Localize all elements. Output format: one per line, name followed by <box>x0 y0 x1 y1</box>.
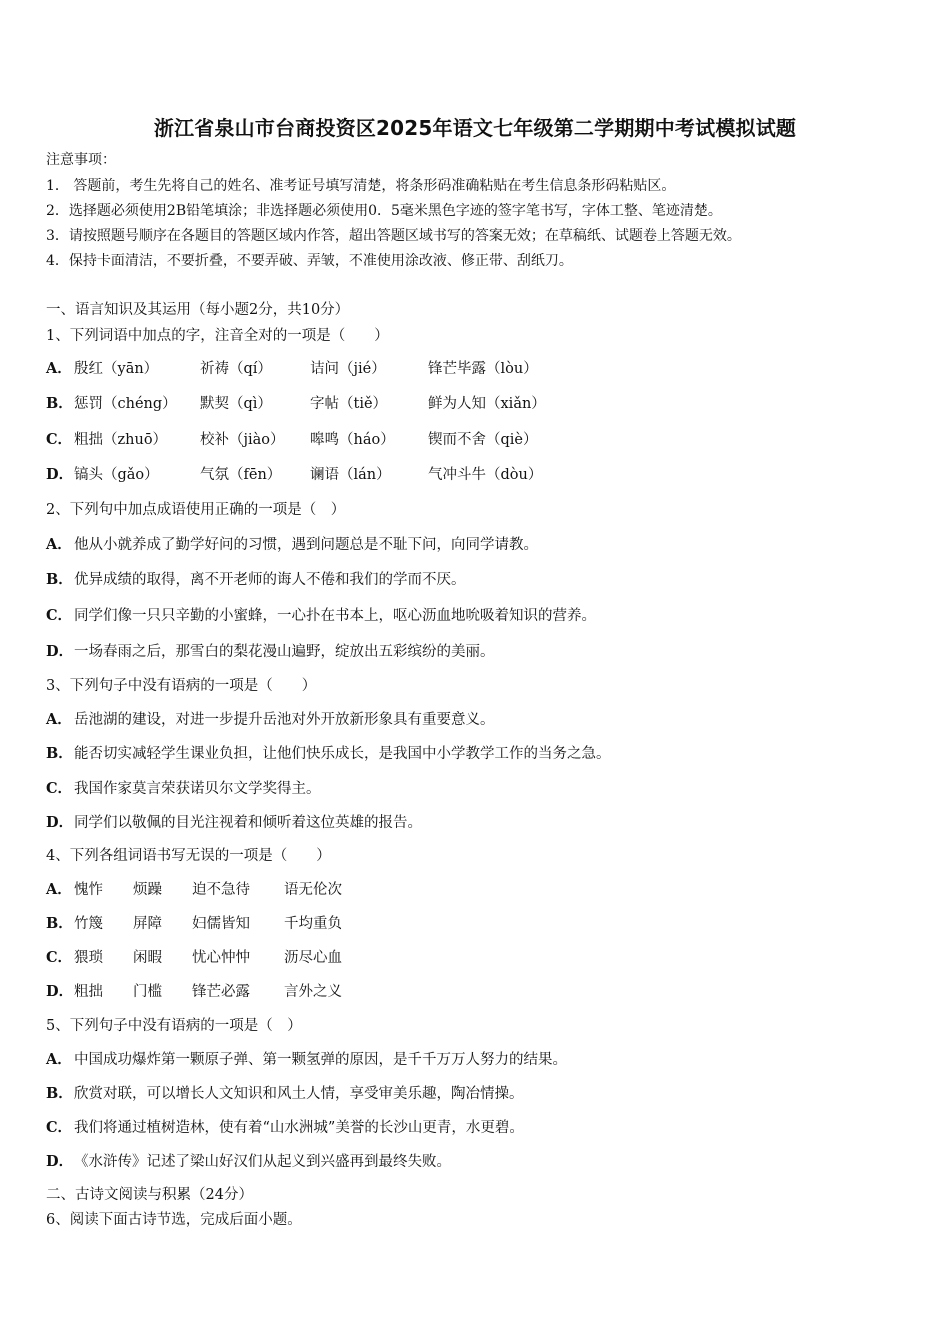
question-5-option-d <box>46 1153 451 1171</box>
option-word: 惩罚（chéng） <box>74 396 177 412</box>
option-text: 同学们像一只只辛勤的小蜜蜂，一心扑在书本上，呕心沥血地吮吸着知识的营养。 <box>74 608 596 624</box>
option-word: 校补（jiào） <box>200 432 285 448</box>
option-word: 言外之义 <box>284 984 342 1000</box>
question-4-stem: 4、下列各组词语书写无误的一项是（ ） <box>46 848 331 864</box>
option-label: A． <box>46 360 72 377</box>
option-label: A． <box>46 1051 72 1068</box>
question-1-option-a <box>46 360 538 378</box>
option-label: D． <box>46 1153 74 1170</box>
question-1-stem: 1、下列词语中加点的字，注音全对的一项是（ ） <box>46 328 389 344</box>
notice-item-2: 2．选择题必须使用2B铅笔填涂；非选择题必须使用0．5毫米黑色字迹的签字笔书写，字体工整、笔迹清楚。 <box>46 203 722 219</box>
notice-item-4: 4．保持卡面清洁，不要折叠，不要弄破、弄皱，不准使用涂改液、修正带、刮纸刀。 <box>46 253 573 269</box>
option-word: 猥琐 <box>74 950 103 966</box>
option-text: 中国成功爆炸第一颗原子弹、第一颗氢弹的原因，是千千万万人努力的结果。 <box>74 1052 567 1068</box>
question-5-option-c <box>46 1119 524 1137</box>
option-word: 愧怍 <box>74 882 103 898</box>
option-word: 嗥鸣（háo） <box>310 432 395 448</box>
option-word: 迫不急待 <box>192 882 250 898</box>
option-word: 殷红（yān） <box>74 361 159 377</box>
option-word: 屏障 <box>133 916 162 932</box>
option-word: 祈祷（qí） <box>200 361 272 377</box>
option-word: 锲而不舍（qiè） <box>428 432 538 448</box>
option-word: 闲暇 <box>133 950 162 966</box>
question-3-option-d <box>46 814 422 832</box>
option-text: 他从小就养成了勤学好问的习惯，遇到问题总是不耻下问，向同学请教。 <box>74 537 538 553</box>
option-label: A． <box>46 881 72 898</box>
section-heading-2: 二、古诗文阅读与积累（24分） <box>46 1187 253 1203</box>
option-word: 门槛 <box>133 984 162 1000</box>
question-5-stem: 5、下列句子中没有语病的一项是（ ） <box>46 1018 302 1034</box>
option-word: 谰语（lán） <box>310 467 391 483</box>
question-3-option-c <box>46 780 321 798</box>
option-text: 我国作家莫言荣获诺贝尔文学奖得主。 <box>74 781 321 797</box>
option-text: 我们将通过植树造林，使有着“山水洲城”美誉的长沙山更青，水更碧。 <box>74 1120 524 1136</box>
option-text: 欣赏对联，可以增长人文知识和风土人情，享受审美乐趣，陶冶情操。 <box>74 1086 524 1102</box>
option-word: 字帖（tiě） <box>310 396 388 412</box>
question-4-option-b <box>46 915 342 933</box>
option-word: 鲜为人知（xiǎn） <box>428 396 546 412</box>
option-word: 粗拙 <box>74 984 103 1000</box>
option-word: 忧心忡忡 <box>192 950 250 966</box>
option-word: 诘问（jié） <box>310 361 386 377</box>
option-word: 粗拙（zhuō） <box>74 432 168 448</box>
option-label: A． <box>46 711 72 728</box>
option-label: D． <box>46 983 74 1000</box>
question-5-option-a <box>46 1051 567 1069</box>
option-word: 竹篾 <box>74 916 103 932</box>
option-label: A． <box>46 536 72 553</box>
option-label: B． <box>46 571 73 588</box>
question-2-option-d <box>46 643 495 661</box>
option-label: B． <box>46 915 73 932</box>
question-1-option-d <box>46 466 542 484</box>
question-4-option-a <box>46 881 342 899</box>
question-4-option-c <box>46 949 342 967</box>
section-heading-1: 一、语言知识及其运用（每小题2分，共10分） <box>46 302 350 318</box>
option-label: C． <box>46 431 73 448</box>
option-text: 岳池湖的建设，对进一步提升岳池对外开放新形象具有重要意义。 <box>74 712 495 728</box>
option-word: 千均重负 <box>284 916 342 932</box>
option-label: B． <box>46 395 73 412</box>
notice-item-1: 1． 答题前，考生先将自己的姓名、准考证号填写清楚，将条形码准确粘贴在考生信息条形码粘贴区。 <box>46 178 676 194</box>
option-word: 语无伦次 <box>284 882 342 898</box>
option-label: D． <box>46 814 74 831</box>
question-3-option-b <box>46 745 611 763</box>
option-word: 锋芒毕露（lòu） <box>428 361 538 377</box>
option-word: 沥尽心血 <box>284 950 342 966</box>
option-word: 气氛（fēn） <box>200 467 282 483</box>
question-2-stem: 2、下列句中加点成语使用正确的一项是（ ） <box>46 502 346 518</box>
notice-item-3: 3．请按照题号顺序在各题目的答题区域内作答，超出答题区域书写的答案无效；在草稿纸、试题卷上答题无效。 <box>46 228 741 244</box>
option-text: 能否切实减轻学生课业负担，让他们快乐成长，是我国中小学教学工作的当务之急。 <box>74 746 611 762</box>
option-label: C． <box>46 607 73 624</box>
notice-heading: 注意事项： <box>46 152 116 168</box>
question-3-stem: 3、下列句子中没有语病的一项是（ ） <box>46 678 317 694</box>
page-title: 浙江省泉山市台商投资区2025年语文七年级第二学期期中考试模拟试题 <box>153 116 797 140</box>
option-word: 气冲斗牛（dòu） <box>428 467 543 483</box>
option-word: 妇儒皆知 <box>192 916 250 932</box>
question-2-option-b <box>46 571 466 589</box>
option-word: 烦躁 <box>133 882 162 898</box>
question-2-option-a <box>46 536 538 554</box>
option-label: B． <box>46 745 73 762</box>
option-label: C． <box>46 949 73 966</box>
option-label: B． <box>46 1085 73 1102</box>
option-label: D． <box>46 466 74 483</box>
option-text: 同学们以敬佩的目光注视着和倾听着这位英雄的报告。 <box>74 815 422 831</box>
question-1-option-c <box>46 431 538 449</box>
option-text: 《水浒传》记述了梁山好汉们从起义到兴盛再到最终失败。 <box>74 1154 451 1170</box>
option-label: D． <box>46 643 74 660</box>
question-3-option-a <box>46 711 495 729</box>
question-5-option-b <box>46 1085 524 1103</box>
option-word: 锋芒必露 <box>192 984 250 1000</box>
option-label: C． <box>46 1119 73 1136</box>
question-2-option-c <box>46 607 596 625</box>
option-word: 默契（qì） <box>200 396 272 412</box>
question-6-stem: 6、阅读下面古诗节选，完成后面小题。 <box>46 1212 302 1228</box>
question-1-option-b <box>46 395 546 413</box>
option-word: 镐头（gǎo） <box>74 467 159 483</box>
option-label: C． <box>46 780 73 797</box>
option-text: 一场春雨之后，那雪白的梨花漫山遍野，绽放出五彩缤纷的美丽。 <box>74 644 495 660</box>
question-4-option-d <box>46 983 342 1001</box>
option-text: 优异成绩的取得，离不开老师的诲人不倦和我们的学而不厌。 <box>74 572 466 588</box>
